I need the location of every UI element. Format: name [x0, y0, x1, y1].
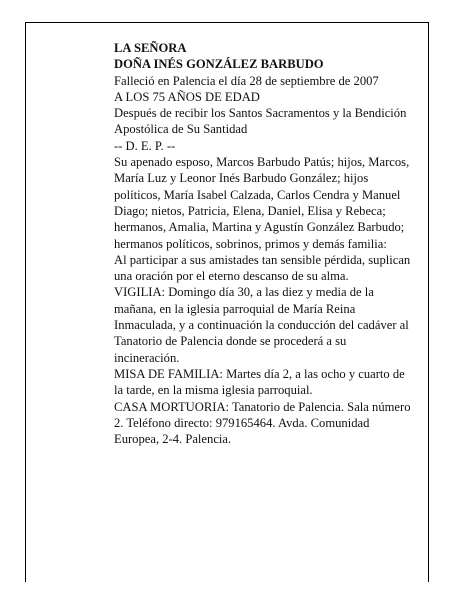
vigil-paragraph: VIGILIA: Domingo día 30, a las diez y media de la mañana, en la iglesia parroquial de María Reina Inmaculada, y a continuación la conducción del cadáver al Tanatorio de Palencia donde se procederá a su incineración.: [114, 285, 409, 365]
sacraments-line: Después de recibir los Santos Sacramentos y la Bendición Apostólica de Su Santidad: [114, 106, 407, 137]
funeral-home-paragraph: CASA MORTUORIA: Tanatorio de Palencia. Sala número 2. Teléfono directo: 979165464. Avda. Comunidad Europea, 2-4. Palencia.: [114, 399, 411, 447]
dep-line: -- D. E. P. --: [114, 138, 176, 153]
obituary-title-line1: LA SEÑORA: [114, 41, 187, 55]
prayer-paragraph: Al participar a sus amistades tan sensible pérdida, suplican una oración por el eterno descanso de su alma.: [114, 252, 411, 284]
family-mass-paragraph: MISA DE FAMILIA: Martes día 2, a las ocho y cuarto de la tarde, en la misma iglesia parroquial.: [114, 366, 405, 398]
death-date-line: Falleció en Palencia el día 28 de septiembre de 2007: [114, 73, 379, 88]
deceased-name: DOÑA INÉS GONZÁLEZ BARBUDO: [114, 57, 324, 72]
obituary-notice: [114, 40, 414, 447]
age-line: A LOS 75 AÑOS DE EDAD: [114, 89, 260, 104]
family-paragraph: Su apenado esposo, Marcos Barbudo Patús; hijos, Marcos, María Luz y Leonor Inés Barbudo González; hijos políticos, María Isabel Calzada, Carlos Cendra y Manuel Diago; nietos, Patricia, Elena, Daniel, Elisa y Rebeca; hermanos, Amalia, Martina y Agustín González Barbudo; hermanos políticos, sobrinos, primos y demás familia:: [114, 155, 410, 251]
